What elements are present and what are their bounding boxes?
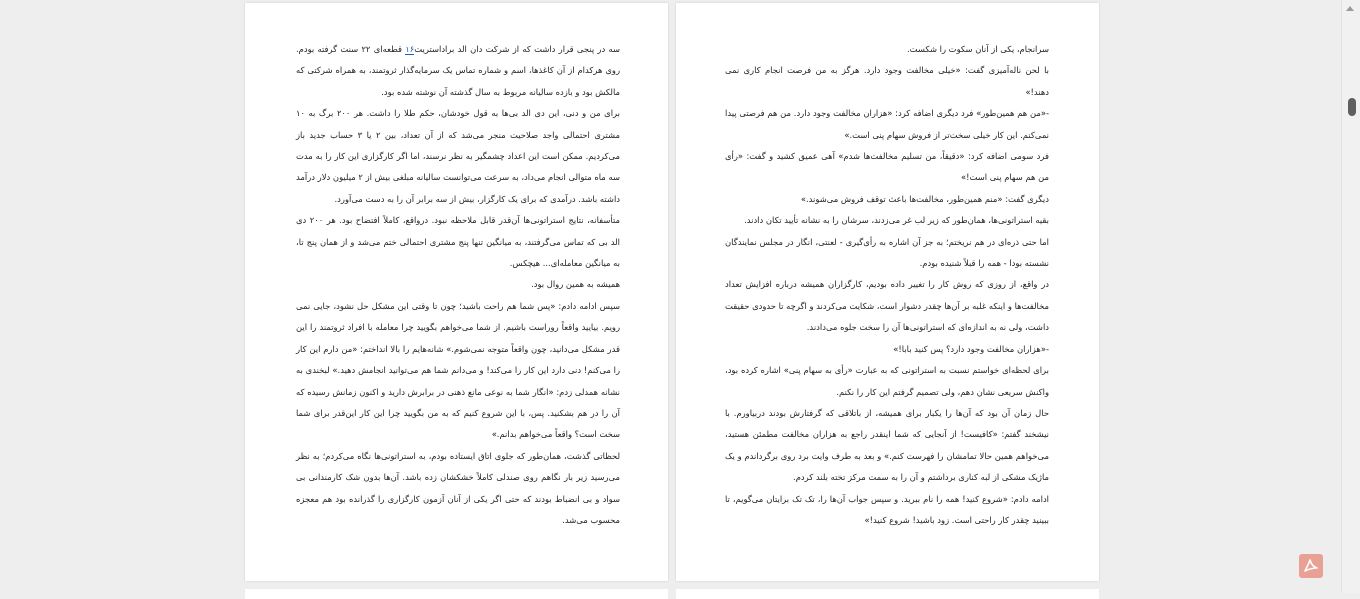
chevron-up-icon[interactable] [1346, 6, 1354, 11]
paragraph: متأسفانه، نتایج استراتونی‌ها آن‌قدر قابل ملاحظه نبود. درواقع، کاملاً افتضاح بود. هر ۲۰۰ دی الد بی که تماس می‌گرفتند، به میانگین تنها پنج مشتری احتمالی ختم می‌شد و از همان پنج تا، به میانگین معامله‌ای... هیچکس. [296, 215, 620, 269]
paragraph: با لحن ناله‌آمیزی گفت: «خیلی مخالفت وجود دارد. هرگز به من فرصت انجام کاری نمی دهند!» [725, 65, 1049, 97]
pdf-icon [1302, 557, 1320, 575]
paragraph: فرد سومی اضافه کرد: «دقیقاً، من تسلیم مخالفت‌ها شدم» آهی عمیق کشید و گفت: «رأی من هم سهام پنی است!» [725, 151, 1049, 183]
document-page-right [676, 3, 1099, 581]
paragraph: در واقع، از روزی که روش کار را تغییر داده بودیم، کارگزاران همیشه درباره افزایش تعداد مخالفت‌ها و اینکه غلبه بر آن‌ها چقدر دشوار است، شکایت می‌کردند و اگرچه تا حدودی حقیقت داشت، ولی نه به اندازه‌ای که استراتونی‌ها آن را سخت جلوه می‌دادند. [725, 279, 1049, 333]
document-page-left [245, 3, 668, 581]
page-text [296, 39, 620, 531]
paragraph: بقیه استراتونی‌ها، همان‌طور که زیر لب غر می‌زدند، سرشان را به نشانه تأیید تکان دادند. [744, 215, 1049, 226]
paragraph: سرانجام، یکی از آنان سکوت را شکست. [906, 44, 1049, 54]
vertical-scrollbar[interactable] [1341, 0, 1360, 593]
paragraph-1: سه در پنجی قرار داشت که از شرکت دان الد براداستریت۱۶ قطعه‌ای ۲۲ سنت گرفته بودم. روی هرکدام از آن کاغذها، اسم و شماره تماس یک سرمایه‌گذار ثروتمند، به همراه شرکتی که مالکش بود و بازده سالیانه مربوط به سال گذشته آن نوشته شده بود. [296, 44, 620, 97]
paragraph: ادامه دادم: «شروع کنید! همه را نام ببرید. و سپس جواب آن‌ها را، تک تک برایتان می‌گویم، تا ببینید چقدر کار راحتی است. زود باشید! شروع کنید!» [725, 493, 1049, 525]
paragraph: حال زمان آن بود که آن‌ها را یکبار برای همیشه، از باتلاقی که گرفتارش بودند دربیاورم. با نیشخند گفتم: «کافیست! از آنجایی که شما اینقدر راجع به هزاران مخالفت مطمئن هستید، می‌خواهم همین حالا تمامشان را فهرست کنم.» و بعد به طرف وایت برد روی برگرداندم و یک ماژیک مشکی از لبه کناری برداشتم و آن را به سمت مرکز تخته بلند کردم. [725, 407, 1049, 483]
paragraph: برای من و دنی، این دی الد بی‌ها به قول خودشان، حکم طلا را داشت. هر ۲۰۰ برگ به ۱۰ مشتری احتمالی واجد صلاحیت منجر می‌شد که از آن تعداد، بین ۲ یا ۳ حساب جدید باز می‌کردیم. ممکن است این اعداد چشمگیر به نظر نرسند، اما اگر کارگزاری این کار را به مدت سه ماه متوالی انجام می‌داد، به سرعت می‌توانست سالیانه مبلغی بیش از ۲ میلیون دلار درآمد داشته باشد. درآمدی که برای یک کارگزار، بیش از سه برابر آن را به دست می‌آورد. [296, 108, 620, 204]
footnote-link[interactable]: ۱۶ [405, 44, 415, 54]
paragraph: همیشه به همین روال بود. [531, 279, 620, 290]
paragraph: سپس ادامه دادم: «پس شما هم راحت باشید؛ چون تا وقتی این مشکل حل نشود، جایی نمی رویم. بیایید واقعاً روراست باشیم. از شما می‌خواهم بگویید چرا معامله با افراد ثروتمند را این قدر مشکل می‌دانید، چون واقعاً متوجه نمی‌شوم.» شانه‌هایم را بالا انداختم: «من دارم این کار را می‌کنم! دنی دارد این کار را می‌کند! و می‌دانم شما هم می‌توانید انجامش دهید.» لبخندی به نشانه همدلی زدم: «انگار شما به نوعی مانع ذهنی در برابرش دارید و اکنون زمانش رسیده که آن را در هم بشکنید. پس، با این شروع کنیم که به من بگویید چرا این کار این‌قدر برای شما سخت است؟ واقعاً می‌خواهم بدانم.» [296, 300, 620, 440]
next-page-right [676, 589, 1099, 599]
paragraph: برای لحظه‌ای خواستم نسبت به استراتونی که به عبارت «رأی به سهام پنی» اشاره کرده بود، واکنش سریعی نشان دهم، ولی تصمیم گرفتم این کار را نکنم. [725, 365, 1049, 397]
scrollbar-thumb[interactable] [1348, 98, 1356, 116]
paragraph: دیگری گفت: «منم همین‌طور، مخالفت‌ها باعث توقف فروش می‌شوند.» [800, 193, 1049, 204]
pdf-download-button[interactable] [1299, 554, 1323, 578]
paragraph: اما حتی ذره‌ای در هم نریختم؛ به جز آن اشاره به رأی‌گیری - لعنتی، انگار در مجلس نمایندگان نشسته بودا - همه را قبلاً شنیده بودم. [725, 236, 1049, 269]
page-text [725, 39, 1049, 531]
paragraph: لحظاتی گذشت، همان‌طور که جلوی اتاق ایستاده بودم، به استراتونی‌ها نگاه می‌کردم؛ به نظر می‌رسید زیر بار نگاهم روی صندلی کاملاً خشکشان زده باشد. آن‌ها بدون شک کارمندانی بی سواد و بی انضباط بودند که حتی اگر یکی از آنان آزمون کارگزاری را گذرانده بود هم معجزه محسوب می‌شد. [296, 450, 620, 525]
paragraph: -«من هم همین‌طور» فرد دیگری اضافه کرد: «هزاران مخالفت وجود دارد. من هم فرصتی پیدا نمی‌کنم. این کار خیلی سخت‌تر از فروش سهام پنی است.» [725, 108, 1049, 140]
next-page-left [245, 589, 668, 599]
paragraph: -«هزاران مخالفت وجود دارد؟ پس کنید بابا!» [893, 343, 1049, 354]
